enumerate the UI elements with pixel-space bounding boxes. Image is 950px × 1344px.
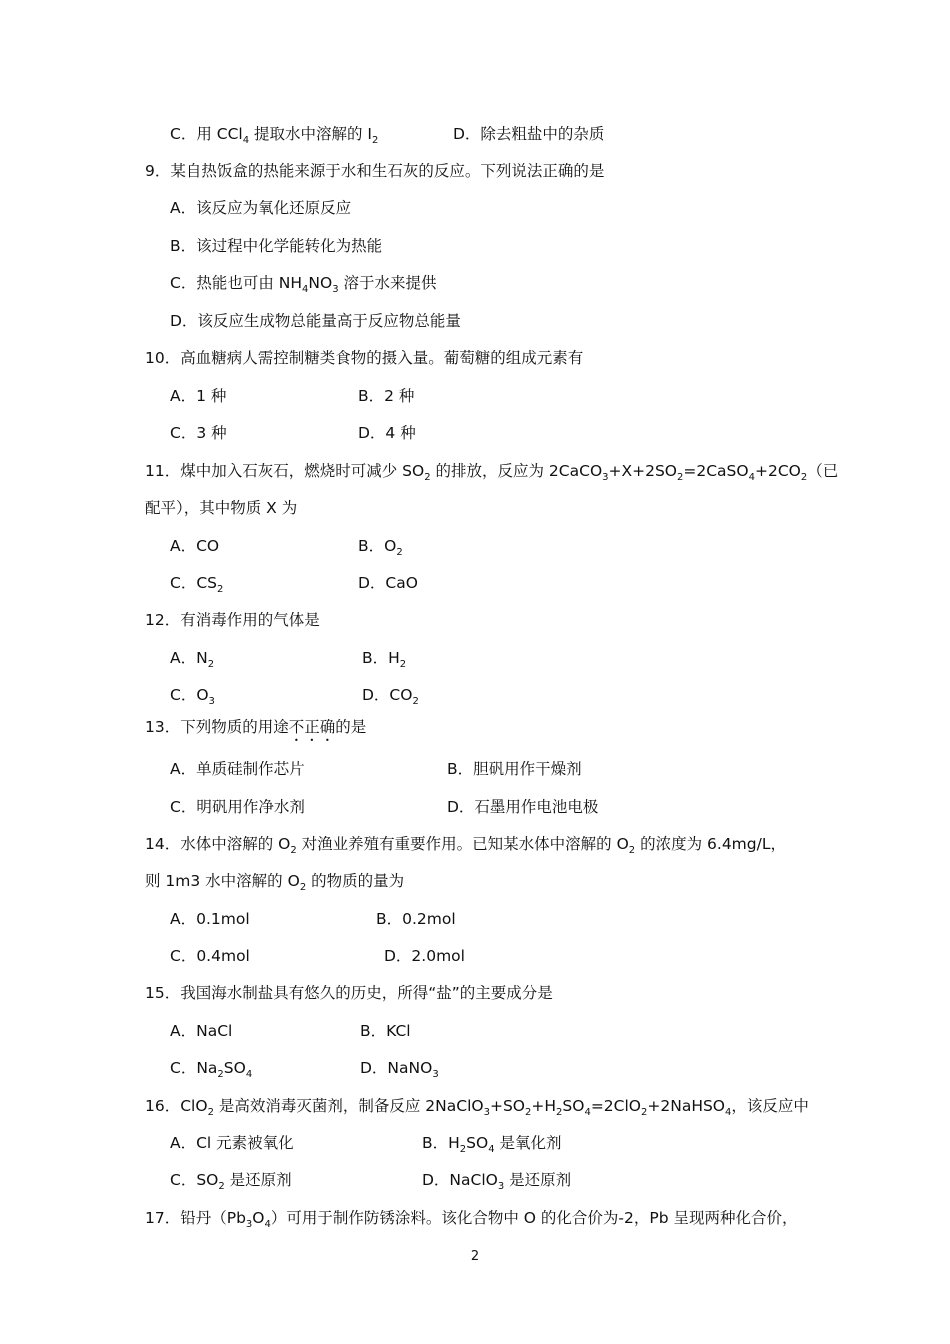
q12-option-d: D．$CO_2$ <box>362 686 419 707</box>
q16-option-a: A．Cl 元素被氧化 <box>170 1134 294 1152</box>
q9-option-a: A．该反应为氧化还原反应 <box>170 199 352 217</box>
q13-option-d: D．石墨用作电池电极 <box>447 798 599 816</box>
q11-option-c: C．$CS_2$ <box>170 574 224 595</box>
emphasis-text: 不正确 <box>288 718 336 736</box>
q11-stem: 11．煤中加入石灰石，燃烧时可减少 $SO_2$ 的排放，反应为 $2CaCO_3+X+2SO_2=2CaSO_4+2CO_2$（已 <box>145 462 839 483</box>
q10-option-c: C．3 种 <box>170 424 227 442</box>
q16-option-b: B．$H_2SO_4$ 是氧化剂 <box>422 1134 562 1155</box>
q8-option-d: D．除去粗盐中的杂质 <box>453 125 605 143</box>
q14-stem-continued: 则 1m3 水中溶解的 $O_2$ 的物质的量为 <box>145 872 405 893</box>
q13-stem: 13．下列物质的用途不正确的是 <box>145 718 367 736</box>
q13-option-a: A．单质硅制作芯片 <box>170 760 305 778</box>
q8-option-c: C．用 CCl$_4$ 提取水中溶解的 $I_2$ <box>170 125 379 146</box>
page-number: 2 <box>470 1249 480 1264</box>
q14-option-d: D．2.0mol <box>384 947 465 965</box>
q13-option-c: C．明矾用作净水剂 <box>170 798 305 816</box>
q15-option-a: A．NaCl <box>170 1022 233 1040</box>
q14-option-a: A．0.1mol <box>170 910 250 928</box>
q10-option-b: B．2 种 <box>358 387 415 405</box>
q11-stem-continued: 配平），其中物质 X 为 <box>145 499 298 517</box>
q15-option-b: B．KCl <box>360 1022 411 1040</box>
q12-stem: 12．有消毒作用的气体是 <box>145 611 320 629</box>
q16-option-c: C．$SO_2$ 是还原剂 <box>170 1171 292 1192</box>
q12-option-a: A．$N_2$ <box>170 649 215 670</box>
q15-option-c: C．$Na_2SO_4$ <box>170 1059 253 1080</box>
q15-stem: 15．我国海水制盐具有悠久的历史，所得“盐”的主要成分是 <box>145 984 553 1002</box>
q10-option-a: A．1 种 <box>170 387 227 405</box>
q11-option-b: B．$O_2$ <box>358 537 403 558</box>
q11-option-a: A．CO <box>170 537 220 555</box>
q15-option-d: D．NaNO$_3$ <box>360 1059 439 1080</box>
q16-stem: 16．ClO$_2$ 是高效消毒灭菌剂，制备反应 $2NaClO_3+SO_2+H_2SO_4=2ClO_2+2NaHSO_4$，该反应中 <box>145 1097 809 1118</box>
q14-option-b: B．0.2mol <box>376 910 456 928</box>
q10-stem: 10．高血糖病人需控制糖类食物的摄入量。葡萄糖的组成元素有 <box>145 349 584 367</box>
q9-option-d: D．该反应生成物总能量高于反应物总能量 <box>170 312 461 330</box>
q11-option-d: D．CaO <box>358 574 418 592</box>
q14-stem: 14．水体中溶解的 $O_2$ 对渔业养殖有重要作用。已知某水体中溶解的 $O_2$ 的浓度为 6.4mg/L， <box>145 835 786 856</box>
q9-stem: 9．某自热饭盒的热能来源于水和生石灰的反应。下列说法正确的是 <box>145 162 605 180</box>
q9-option-b: B．该过程中化学能转化为热能 <box>170 237 383 255</box>
q13-option-b: B．胆矾用作干燥剂 <box>447 760 582 778</box>
q9-option-c: C．热能也可由 $NH_4NO_3$ 溶于水来提供 <box>170 274 437 295</box>
q10-option-d: D．4 种 <box>358 424 416 442</box>
q12-option-b: B．$H_2$ <box>362 649 407 670</box>
q14-option-c: C．0.4mol <box>170 947 250 965</box>
q16-option-d: D．NaClO$_3$ 是还原剂 <box>422 1171 572 1192</box>
q17-stem: 17．铅丹$(Pb_3O_4)$可用于制作防锈涂料。该化合物中 O 的化合价为-2，Pb 呈现两种化合价， <box>145 1209 798 1230</box>
q12-option-c: C．$O_3$ <box>170 686 215 707</box>
